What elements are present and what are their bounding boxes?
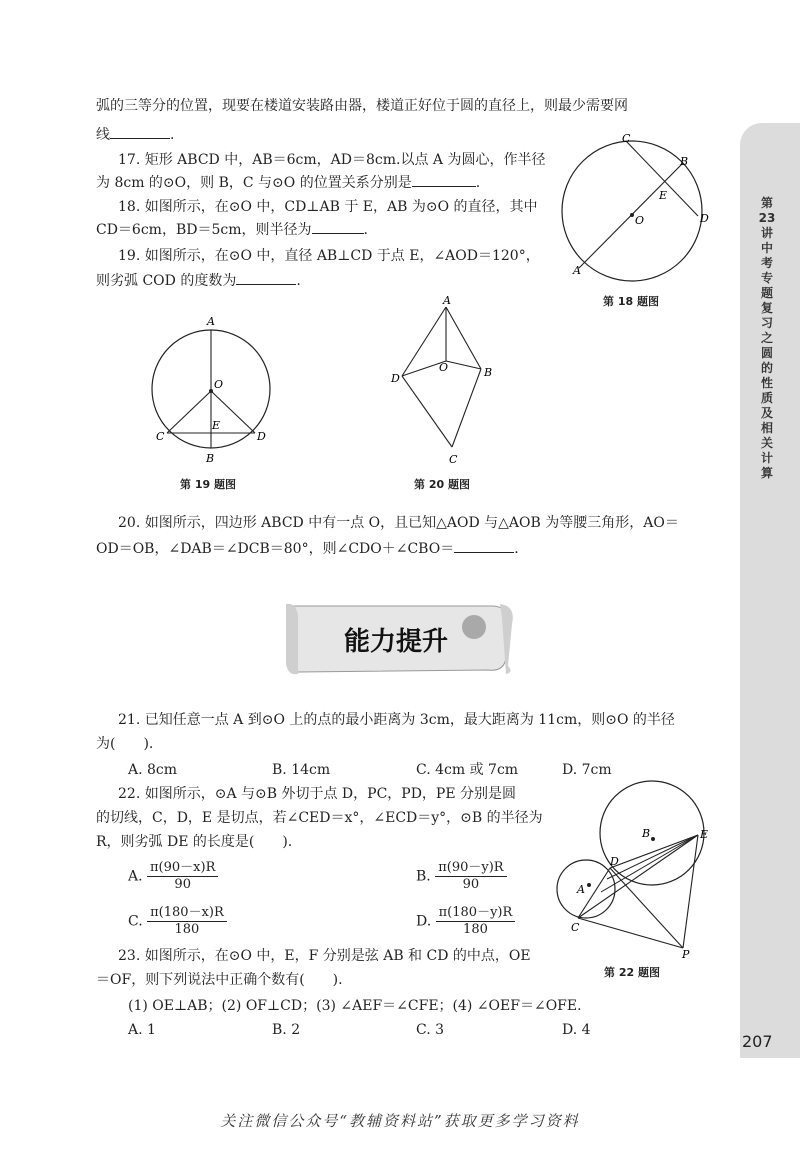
q17-line2: 为 8cm 的⊙O，则 B，C 与⊙O 的位置关系分别是 . <box>96 172 480 193</box>
fig20-label-c: C <box>449 453 458 466</box>
q22-option-b-denominator: 90 <box>462 877 480 892</box>
q22-option-c-fraction <box>147 905 227 938</box>
fig22-line-1 <box>607 835 698 879</box>
q22-option-b-fraction <box>435 860 506 893</box>
q20-text: OD＝OB，∠DAB＝∠DCB＝80°，则∠CDO＋∠CBO＝ <box>96 541 455 557</box>
q23-option-d[interactable]: D. 4 <box>562 1022 591 1038</box>
q22-option-c[interactable] <box>128 905 227 938</box>
q22-option-d-fraction <box>436 905 516 938</box>
fig19-label-e: E <box>212 419 221 432</box>
q20-blank[interactable] <box>454 538 514 553</box>
fig19-label-d: D <box>257 430 266 443</box>
q22-option-d-denominator: 180 <box>463 922 488 937</box>
fig22-center-a-dot <box>587 883 591 887</box>
fig18-label-e: E <box>659 189 668 202</box>
q19-line2: 则劣弧 COD 的度数为 . <box>96 270 301 291</box>
fig20-segment-ob <box>446 361 481 369</box>
q20-line2: OD＝OB，∠DAB＝∠DCB＝80°，则∠CDO＋∠CBO＝ . <box>96 538 519 559</box>
q17-blank[interactable] <box>412 172 476 187</box>
q22-option-a-label: A. <box>128 868 143 885</box>
fig22-tangent-pc <box>578 918 683 948</box>
fig19-label-b: B <box>206 452 215 465</box>
q16-answer-line <box>96 124 174 145</box>
fig18-center-dot <box>630 213 634 217</box>
q19-text: 则劣弧 COD 的度数为 <box>96 273 237 289</box>
fig22-circle-b <box>600 781 704 885</box>
q16-text: 线 <box>96 127 110 143</box>
fig22-label-e: E <box>700 828 709 841</box>
q23-line3: (1) OE⊥AB；(2) OF⊥CD；(3) ∠AEF＝∠CFE；(4) ∠OEF＝∠OFE. <box>128 998 582 1014</box>
fig19-label-c: C <box>156 430 165 443</box>
fig19-label-a: A <box>207 315 215 328</box>
fig22-label-b: B <box>642 827 651 840</box>
fig19-label-o: O <box>214 378 224 391</box>
fig20-side-dc <box>402 376 452 447</box>
fig20-label-a: A <box>443 294 451 307</box>
fig22-center-b-dot <box>651 837 655 841</box>
fig22-label-d: D <box>610 855 619 868</box>
q18-line2: CD＝6cm，BD＝5cm，则半径为 . <box>96 219 368 240</box>
q22-option-c-denominator: 180 <box>174 922 200 937</box>
caption-fig22: 第 22 题图 <box>604 966 660 979</box>
q22-option-b-label: B. <box>416 868 431 885</box>
page-number: 207 <box>742 1032 773 1051</box>
q22-option-a-denominator: 90 <box>174 877 191 892</box>
fig20-label-o: O <box>439 361 449 374</box>
q21-option-d[interactable]: D. 7cm <box>562 762 612 778</box>
q19-line1: 19. 如图所示，在⊙O 中，直径 AB⊥CD 于点 E，∠AOD＝120°， <box>118 248 540 264</box>
q22-option-d[interactable] <box>416 905 515 938</box>
fig19-radius-oc <box>167 391 211 433</box>
chapter-side-title: 第23讲 中考专题复习之圆的性质及相关计算 <box>758 196 776 480</box>
fig18-label-d: D <box>700 212 709 225</box>
caption-fig20: 第 20 题图 <box>414 478 470 491</box>
banner-title: 能力提升 <box>344 627 449 657</box>
caption-fig18: 第 18 题图 <box>603 295 659 308</box>
q16-continuation: 弧的三等分的位置，现要在楼道安装路由器，楼道正好位于圆的直径上，则最少需要网 <box>96 98 628 114</box>
fig20-label-d: D <box>391 372 400 385</box>
q21-line1: 21. 已知任意一点 A 到⊙O 上的点的最小距离为 3cm，最大距离为 11cm，则⊙O 的半径 <box>118 712 675 728</box>
banner-scroll-left-curl <box>286 604 298 675</box>
fig22-label-c: C <box>571 921 580 934</box>
q18-text: CD＝6cm，BD＝5cm，则半径为 <box>96 222 312 238</box>
section-banner <box>284 600 524 680</box>
q22-option-d-numerator: π(180－y)R <box>436 905 516 922</box>
figure-20 <box>385 292 505 472</box>
q22-option-b[interactable] <box>416 860 507 893</box>
fig22-label-a: A <box>577 883 585 896</box>
caption-fig19: 第 19 题图 <box>180 478 236 491</box>
banner-seal-icon <box>462 615 486 639</box>
q17-text: 为 8cm 的⊙O，则 B，C 与⊙O 的位置关系分别是 <box>96 175 412 191</box>
fig22-tangent-pe <box>683 835 698 948</box>
fig18-label-c: C <box>622 132 631 145</box>
q22-option-b-numerator: π(90－y)R <box>435 860 506 877</box>
figure-18 <box>555 128 725 288</box>
fig20-label-b: B <box>484 366 493 379</box>
q17-line1: 17. 矩形 ABCD 中，AB＝6cm，AD＝8cm.以点 A 为圆心，作半径 <box>118 152 546 168</box>
fig22-label-p: P <box>682 948 690 960</box>
q22-option-a-fraction <box>147 860 218 893</box>
q21-line2: 为( ). <box>96 736 154 752</box>
q23-option-a[interactable]: A. 1 <box>128 1022 156 1038</box>
fig20-side-bc <box>452 369 481 447</box>
q22-line2: 的切线，C，D，E 是切点，若∠CED＝x°，∠ECD＝y°，⊙B 的半径为 <box>96 810 543 826</box>
q21-option-b[interactable]: B. 14cm <box>272 762 331 778</box>
q22-option-c-numerator: π(180－x)R <box>147 905 227 922</box>
q23-option-b[interactable]: B. 2 <box>272 1022 301 1038</box>
q19-blank[interactable] <box>236 270 296 285</box>
figure-19 <box>140 312 290 467</box>
q16-blank[interactable] <box>110 124 170 139</box>
q23-line2: ＝OF，则下列说法中正确个数有( ). <box>96 972 343 988</box>
q22-option-c-label: C. <box>128 913 143 930</box>
q23-line1: 23. 如图所示，在⊙O 中，E，F 分别是弦 AB 和 CD 的中点，OE <box>118 948 531 964</box>
fig18-chord-cd <box>626 141 698 216</box>
fig18-label-a: A <box>573 264 581 277</box>
q18-blank[interactable] <box>312 219 364 234</box>
q22-option-a[interactable] <box>128 860 218 893</box>
q20-line1: 20. 如图所示，四边形 ABCD 中有一点 O，且已知△AOD 与△AOB 为等腰三角形，AO＝ <box>118 515 679 531</box>
q18-line1: 18. 如图所示，在⊙O 中，CD⊥AB 于 E，AB 为⊙O 的直径，其中 <box>118 199 538 215</box>
figure-22 <box>555 775 730 960</box>
fig19-center-dot <box>209 389 213 393</box>
q21-option-a[interactable]: A. 8cm <box>128 762 178 778</box>
footer-note: 关注微信公众号“教辅资料站”获取更多学习资料 <box>220 1112 580 1130</box>
q22-line1: 22. 如图所示，⊙A 与⊙B 外切于点 D，PC，PD，PE 分别是圆 <box>118 786 517 802</box>
q16-period: . <box>170 127 175 143</box>
q21-option-c[interactable]: C. 4cm 或 7cm <box>416 762 519 778</box>
fig18-label-o: O <box>635 214 645 227</box>
q22-option-d-label: D. <box>416 913 432 930</box>
fig20-side-ab <box>446 307 481 369</box>
q22-option-a-numerator: π(90－x)R <box>147 860 218 877</box>
q23-option-c[interactable]: C. 3 <box>416 1022 445 1038</box>
fig18-label-b: B <box>680 155 689 168</box>
q22-line3: R，则劣弧 DE 的长度是( ). <box>96 834 293 850</box>
